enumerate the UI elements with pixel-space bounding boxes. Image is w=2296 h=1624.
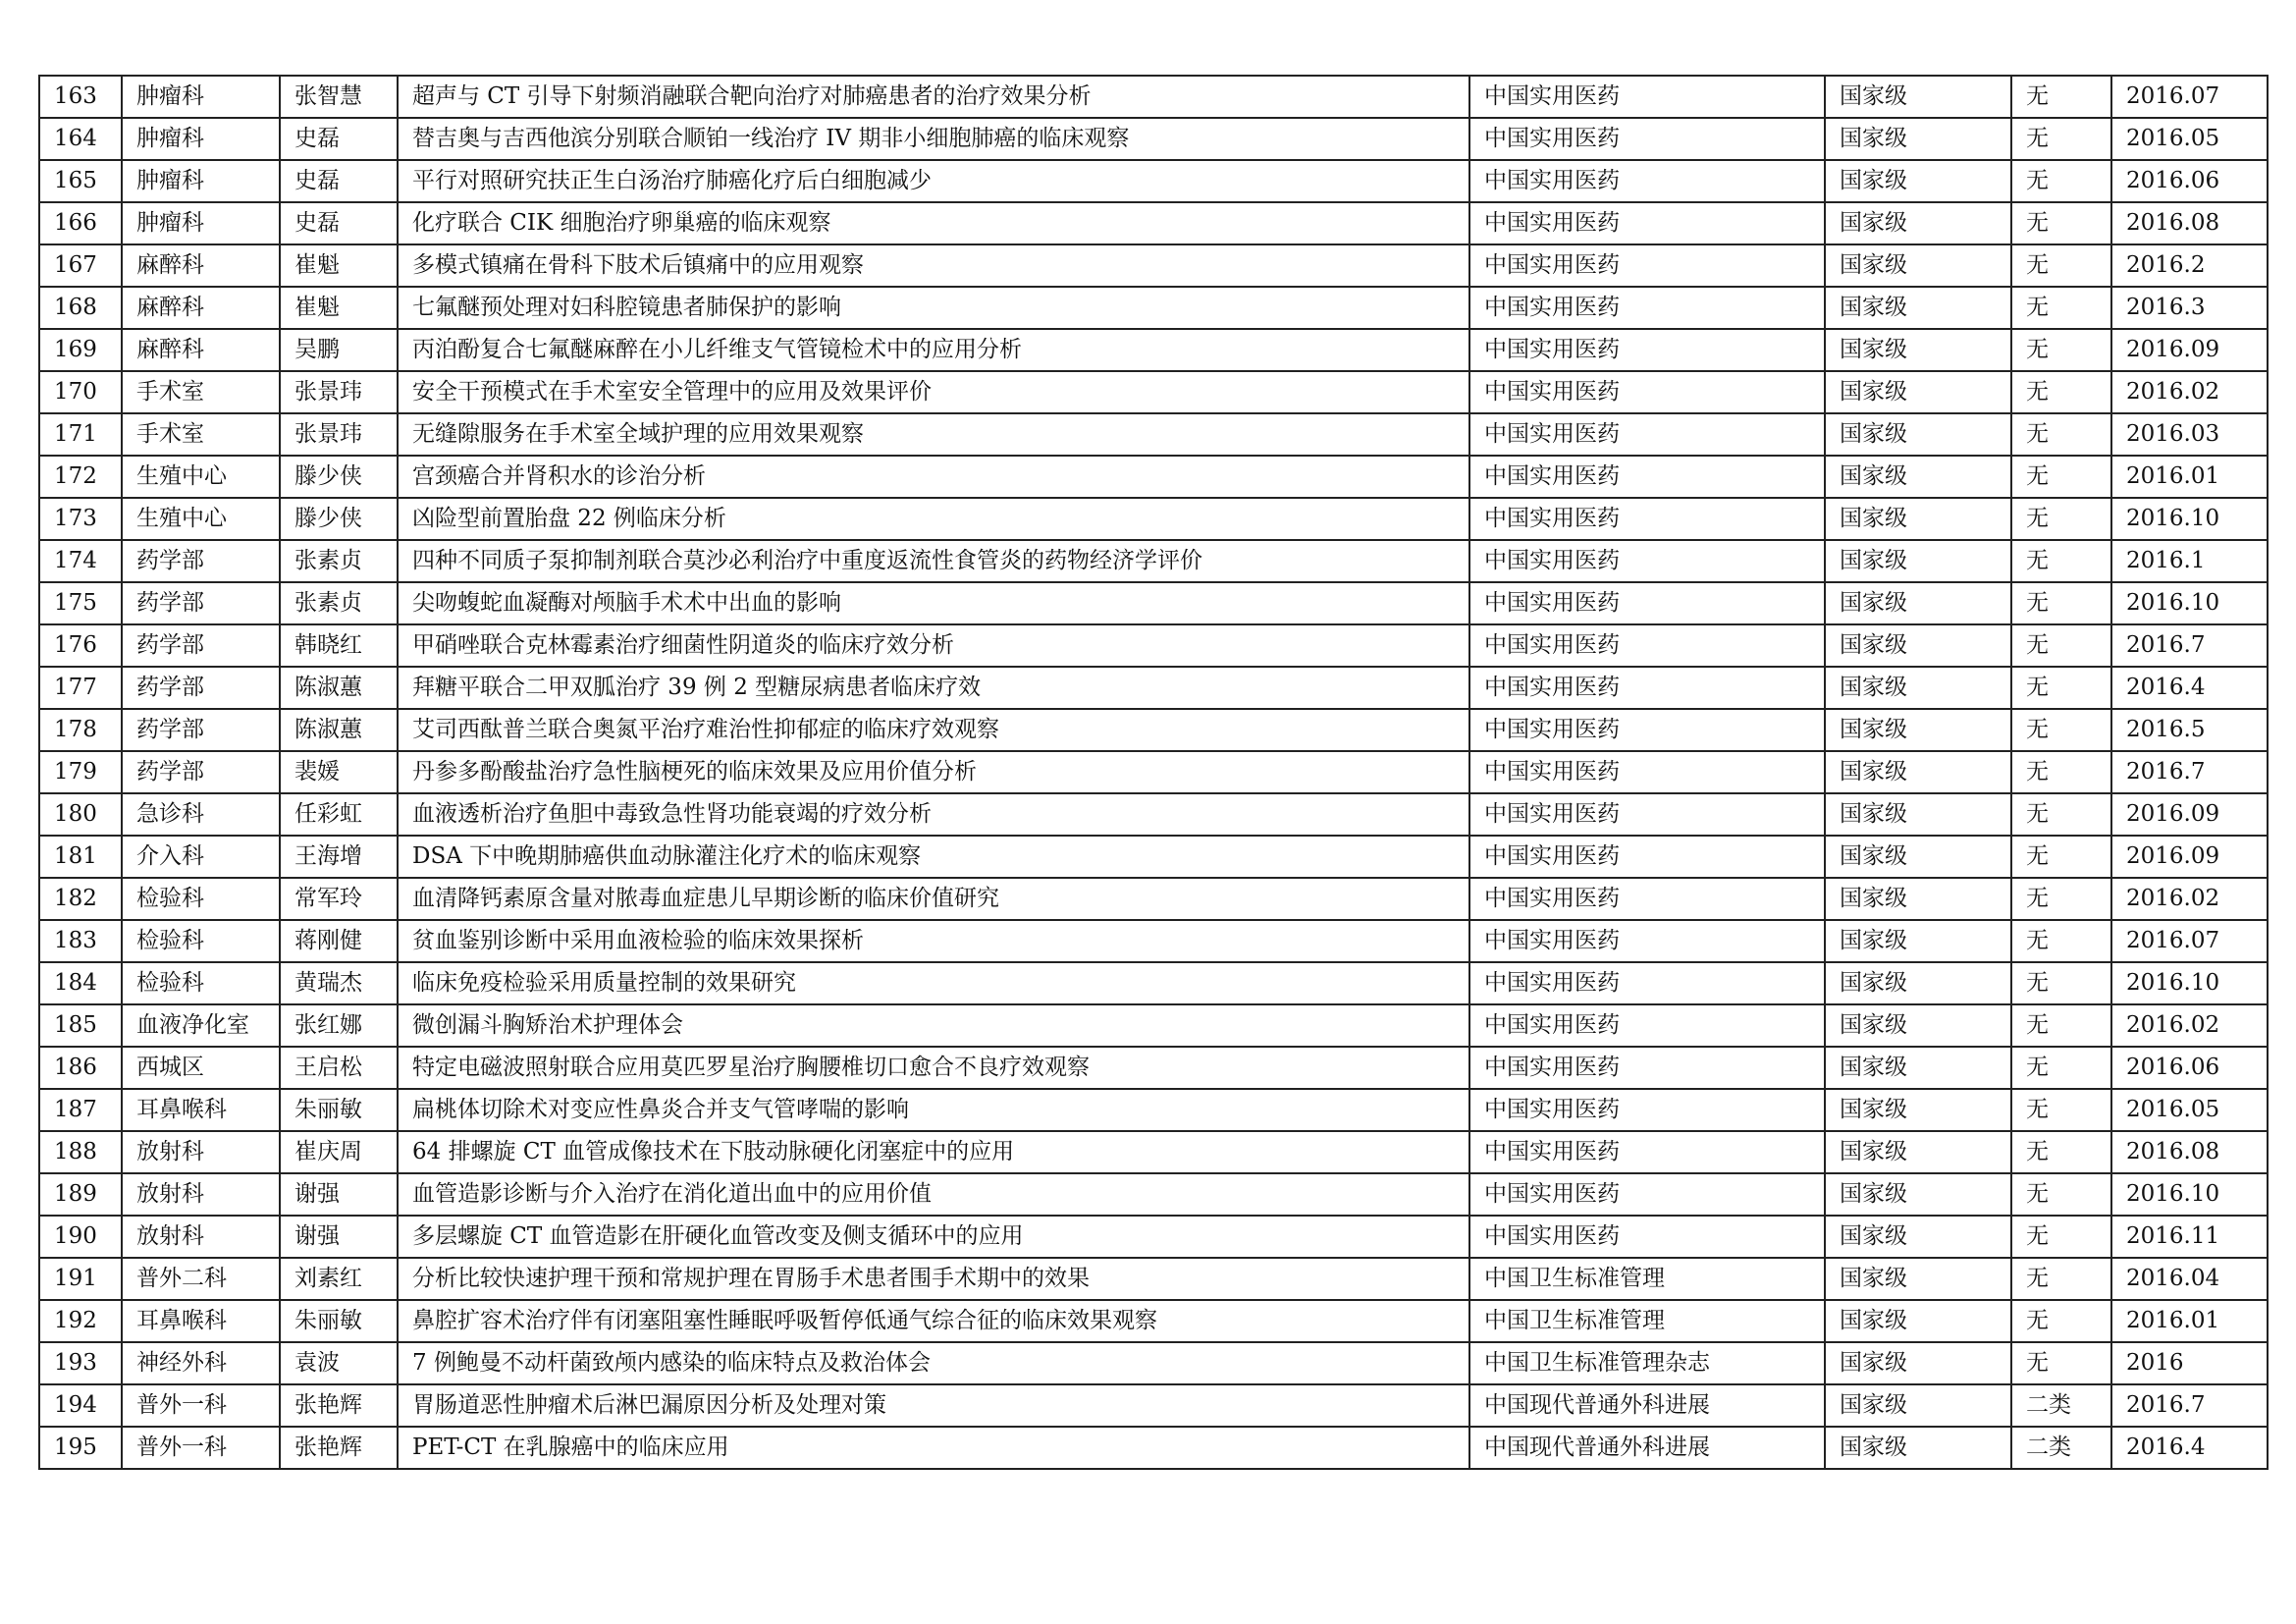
table-row [39, 582, 2268, 624]
journal-cell: 中国实用医药 [1469, 456, 1825, 498]
level-cell: 国家级 [1825, 1047, 2011, 1089]
paper-title-cell: 丙泊酚复合七氟醚麻醉在小儿纤维支气管镜检术中的应用分析 [398, 329, 1469, 371]
row-number-cell: 167 [39, 244, 122, 287]
category-cell: 无 [2011, 202, 2111, 244]
level-cell: 国家级 [1825, 667, 2011, 709]
row-number-cell: 169 [39, 329, 122, 371]
department-cell: 手术室 [122, 371, 280, 413]
category-cell: 无 [2011, 76, 2111, 118]
row-number-cell: 168 [39, 287, 122, 329]
journal-cell: 中国实用医药 [1469, 836, 1825, 878]
paper-title-cell: 七氟醚预处理对妇科腔镜患者肺保护的影响 [398, 287, 1469, 329]
department-cell: 神经外科 [122, 1342, 280, 1384]
row-number-cell: 180 [39, 793, 122, 836]
level-cell: 国家级 [1825, 202, 2011, 244]
row-number-cell: 186 [39, 1047, 122, 1089]
level-cell: 国家级 [1825, 1004, 2011, 1047]
level-cell: 国家级 [1825, 1216, 2011, 1258]
author-cell: 朱丽敏 [280, 1089, 398, 1131]
author-cell: 谢强 [280, 1216, 398, 1258]
level-cell: 国家级 [1825, 76, 2011, 118]
row-number-cell: 192 [39, 1300, 122, 1342]
table-row [39, 1173, 2268, 1216]
level-cell: 国家级 [1825, 1131, 2011, 1173]
category-cell: 无 [2011, 624, 2111, 667]
department-cell: 血液净化室 [122, 1004, 280, 1047]
category-cell: 无 [2011, 709, 2111, 751]
paper-title-cell: PET-CT 在乳腺癌中的临床应用 [398, 1427, 1469, 1469]
department-cell: 肿瘤科 [122, 202, 280, 244]
paper-title-cell: 拜糖平联合二甲双胍治疗 39 例 2 型糖尿病患者临床疗效 [398, 667, 1469, 709]
category-cell: 无 [2011, 160, 2111, 202]
department-cell: 检验科 [122, 878, 280, 920]
journal-cell: 中国实用医药 [1469, 709, 1825, 751]
category-cell: 无 [2011, 456, 2111, 498]
paper-title-cell: 宫颈癌合并肾积水的诊治分析 [398, 456, 1469, 498]
paper-title-cell: 胃肠道恶性肿瘤术后淋巴漏原因分析及处理对策 [398, 1384, 1469, 1427]
row-number-cell: 176 [39, 624, 122, 667]
row-number-cell: 181 [39, 836, 122, 878]
author-cell: 张素贞 [280, 540, 398, 582]
author-cell: 崔魁 [280, 244, 398, 287]
table-row [39, 878, 2268, 920]
table-row [39, 1300, 2268, 1342]
department-cell: 药学部 [122, 624, 280, 667]
table-row [39, 118, 2268, 160]
row-number-cell: 191 [39, 1258, 122, 1300]
author-cell: 刘素红 [280, 1258, 398, 1300]
author-cell: 王启松 [280, 1047, 398, 1089]
paper-title-cell: 化疗联合 CIK 细胞治疗卵巢癌的临床观察 [398, 202, 1469, 244]
paper-title-cell: 超声与 CT 引导下射频消融联合靶向治疗对肺癌患者的治疗效果分析 [398, 76, 1469, 118]
author-cell: 滕少侠 [280, 456, 398, 498]
level-cell: 国家级 [1825, 582, 2011, 624]
department-cell: 耳鼻喉科 [122, 1089, 280, 1131]
department-cell: 检验科 [122, 962, 280, 1004]
journal-cell: 中国现代普通外科进展 [1469, 1384, 1825, 1427]
date-cell: 2016.09 [2111, 329, 2268, 371]
paper-title-cell: 7 例鲍曼不动杆菌致颅内感染的临床特点及救治体会 [398, 1342, 1469, 1384]
department-cell: 手术室 [122, 413, 280, 456]
row-number-cell: 179 [39, 751, 122, 793]
category-cell: 无 [2011, 582, 2111, 624]
row-number-cell: 171 [39, 413, 122, 456]
journal-cell: 中国实用医药 [1469, 76, 1825, 118]
category-cell: 无 [2011, 1173, 2111, 1216]
category-cell: 无 [2011, 793, 2111, 836]
paper-title-cell: 多层螺旋 CT 血管造影在肝硬化血管改变及侧支循环中的应用 [398, 1216, 1469, 1258]
date-cell: 2016.02 [2111, 1004, 2268, 1047]
date-cell: 2016.01 [2111, 456, 2268, 498]
journal-cell: 中国卫生标准管理 [1469, 1258, 1825, 1300]
date-cell: 2016.1 [2111, 540, 2268, 582]
journal-cell: 中国实用医药 [1469, 751, 1825, 793]
row-number-cell: 172 [39, 456, 122, 498]
row-number-cell: 182 [39, 878, 122, 920]
level-cell: 国家级 [1825, 1258, 2011, 1300]
table-row [39, 962, 2268, 1004]
paper-title-cell: 替吉奥与吉西他滨分别联合顺铂一线治疗 IV 期非小细胞肺癌的临床观察 [398, 118, 1469, 160]
department-cell: 肿瘤科 [122, 160, 280, 202]
table-row [39, 160, 2268, 202]
table-row [39, 667, 2268, 709]
row-number-cell: 165 [39, 160, 122, 202]
journal-cell: 中国实用医药 [1469, 540, 1825, 582]
row-number-cell: 194 [39, 1384, 122, 1427]
category-cell: 无 [2011, 1004, 2111, 1047]
row-number-cell: 189 [39, 1173, 122, 1216]
level-cell: 国家级 [1825, 160, 2011, 202]
category-cell: 无 [2011, 1300, 2111, 1342]
author-cell: 崔魁 [280, 287, 398, 329]
date-cell: 2016.5 [2111, 709, 2268, 751]
date-cell: 2016.02 [2111, 878, 2268, 920]
row-number-cell: 178 [39, 709, 122, 751]
department-cell: 放射科 [122, 1173, 280, 1216]
journal-cell: 中国实用医药 [1469, 329, 1825, 371]
journal-cell: 中国卫生标准管理杂志 [1469, 1342, 1825, 1384]
table-row [39, 1131, 2268, 1173]
level-cell: 国家级 [1825, 709, 2011, 751]
author-cell: 史磊 [280, 202, 398, 244]
category-cell: 二类 [2011, 1384, 2111, 1427]
paper-title-cell: 扁桃体切除术对变应性鼻炎合并支气管哮喘的影响 [398, 1089, 1469, 1131]
date-cell: 2016.06 [2111, 160, 2268, 202]
paper-title-cell: 鼻腔扩容术治疗伴有闭塞阻塞性睡眠呼吸暂停低通气综合征的临床效果观察 [398, 1300, 1469, 1342]
paper-title-cell: 无缝隙服务在手术室全域护理的应用效果观察 [398, 413, 1469, 456]
date-cell: 2016.10 [2111, 962, 2268, 1004]
department-cell: 肿瘤科 [122, 76, 280, 118]
level-cell: 国家级 [1825, 329, 2011, 371]
author-cell: 陈淑蕙 [280, 667, 398, 709]
author-cell: 朱丽敏 [280, 1300, 398, 1342]
journal-cell: 中国实用医药 [1469, 962, 1825, 1004]
paper-title-cell: 分析比较快速护理干预和常规护理在胃肠手术患者围手术期中的效果 [398, 1258, 1469, 1300]
category-cell: 无 [2011, 667, 2111, 709]
journal-cell: 中国实用医药 [1469, 202, 1825, 244]
category-cell: 无 [2011, 878, 2111, 920]
level-cell: 国家级 [1825, 1384, 2011, 1427]
paper-title-cell: 平行对照研究扶正生白汤治疗肺癌化疗后白细胞减少 [398, 160, 1469, 202]
category-cell: 无 [2011, 1131, 2111, 1173]
row-number-cell: 188 [39, 1131, 122, 1173]
level-cell: 国家级 [1825, 878, 2011, 920]
date-cell: 2016.02 [2111, 371, 2268, 413]
category-cell: 无 [2011, 244, 2111, 287]
journal-cell: 中国实用医药 [1469, 624, 1825, 667]
table-row [39, 751, 2268, 793]
author-cell: 张智慧 [280, 76, 398, 118]
level-cell: 国家级 [1825, 244, 2011, 287]
author-cell: 滕少侠 [280, 498, 398, 540]
department-cell: 生殖中心 [122, 456, 280, 498]
department-cell: 放射科 [122, 1131, 280, 1173]
paper-title-cell: 血管造影诊断与介入治疗在消化道出血中的应用价值 [398, 1173, 1469, 1216]
row-number-cell: 183 [39, 920, 122, 962]
table-row [39, 1427, 2268, 1469]
author-cell: 蒋刚健 [280, 920, 398, 962]
department-cell: 普外一科 [122, 1427, 280, 1469]
journal-cell: 中国实用医药 [1469, 1089, 1825, 1131]
table-row [39, 371, 2268, 413]
category-cell: 无 [2011, 1047, 2111, 1089]
category-cell: 无 [2011, 962, 2111, 1004]
table-row [39, 836, 2268, 878]
date-cell: 2016.10 [2111, 1173, 2268, 1216]
row-number-cell: 177 [39, 667, 122, 709]
author-cell: 常军玲 [280, 878, 398, 920]
paper-title-cell: 微创漏斗胸矫治术护理体会 [398, 1004, 1469, 1047]
row-number-cell: 163 [39, 76, 122, 118]
paper-title-cell: 特定电磁波照射联合应用莫匹罗星治疗胸腰椎切口愈合不良疗效观察 [398, 1047, 1469, 1089]
date-cell: 2016.10 [2111, 582, 2268, 624]
author-cell: 裴媛 [280, 751, 398, 793]
paper-title-cell: 尖吻蝮蛇血凝酶对颅脑手术术中出血的影响 [398, 582, 1469, 624]
paper-title-cell: 多模式镇痛在骨科下肢术后镇痛中的应用观察 [398, 244, 1469, 287]
table-row [39, 540, 2268, 582]
journal-cell: 中国实用医药 [1469, 498, 1825, 540]
level-cell: 国家级 [1825, 540, 2011, 582]
date-cell: 2016.10 [2111, 498, 2268, 540]
table-row [39, 498, 2268, 540]
table-row [39, 413, 2268, 456]
paper-title-cell: 血液透析治疗鱼胆中毒致急性肾功能衰竭的疗效分析 [398, 793, 1469, 836]
row-number-cell: 184 [39, 962, 122, 1004]
category-cell: 无 [2011, 1216, 2111, 1258]
table-row [39, 1258, 2268, 1300]
category-cell: 无 [2011, 1089, 2111, 1131]
row-number-cell: 174 [39, 540, 122, 582]
papers-table-body [39, 76, 2268, 1469]
department-cell: 麻醉科 [122, 329, 280, 371]
row-number-cell: 195 [39, 1427, 122, 1469]
author-cell: 黄瑞杰 [280, 962, 398, 1004]
author-cell: 陈淑蕙 [280, 709, 398, 751]
journal-cell: 中国现代普通外科进展 [1469, 1427, 1825, 1469]
journal-cell: 中国实用医药 [1469, 667, 1825, 709]
journal-cell: 中国实用医药 [1469, 1216, 1825, 1258]
paper-title-cell: 艾司西酞普兰联合奥氮平治疗难治性抑郁症的临床疗效观察 [398, 709, 1469, 751]
date-cell: 2016.03 [2111, 413, 2268, 456]
journal-cell: 中国实用医药 [1469, 878, 1825, 920]
paper-title-cell: 凶险型前置胎盘 22 例临床分析 [398, 498, 1469, 540]
journal-cell: 中国实用医药 [1469, 1004, 1825, 1047]
author-cell: 王海增 [280, 836, 398, 878]
department-cell: 普外二科 [122, 1258, 280, 1300]
level-cell: 国家级 [1825, 624, 2011, 667]
level-cell: 国家级 [1825, 1342, 2011, 1384]
date-cell: 2016.09 [2111, 836, 2268, 878]
date-cell: 2016.01 [2111, 1300, 2268, 1342]
department-cell: 生殖中心 [122, 498, 280, 540]
row-number-cell: 166 [39, 202, 122, 244]
department-cell: 药学部 [122, 540, 280, 582]
table-row [39, 709, 2268, 751]
level-cell: 国家级 [1825, 413, 2011, 456]
department-cell: 麻醉科 [122, 244, 280, 287]
department-cell: 检验科 [122, 920, 280, 962]
table-row [39, 456, 2268, 498]
category-cell: 无 [2011, 1342, 2111, 1384]
level-cell: 国家级 [1825, 118, 2011, 160]
table-row [39, 1089, 2268, 1131]
level-cell: 国家级 [1825, 287, 2011, 329]
row-number-cell: 190 [39, 1216, 122, 1258]
date-cell: 2016.11 [2111, 1216, 2268, 1258]
department-cell: 西城区 [122, 1047, 280, 1089]
row-number-cell: 164 [39, 118, 122, 160]
journal-cell: 中国实用医药 [1469, 1131, 1825, 1173]
category-cell: 二类 [2011, 1427, 2111, 1469]
table-row [39, 920, 2268, 962]
journal-cell: 中国实用医药 [1469, 1047, 1825, 1089]
department-cell: 肿瘤科 [122, 118, 280, 160]
department-cell: 麻醉科 [122, 287, 280, 329]
department-cell: 普外一科 [122, 1384, 280, 1427]
journal-cell: 中国实用医药 [1469, 118, 1825, 160]
level-cell: 国家级 [1825, 1300, 2011, 1342]
paper-title-cell: 临床免疫检验采用质量控制的效果研究 [398, 962, 1469, 1004]
journal-cell: 中国实用医药 [1469, 1173, 1825, 1216]
department-cell: 药学部 [122, 582, 280, 624]
date-cell: 2016.05 [2111, 118, 2268, 160]
table-row [39, 1004, 2268, 1047]
row-number-cell: 175 [39, 582, 122, 624]
author-cell: 袁波 [280, 1342, 398, 1384]
author-cell: 张素贞 [280, 582, 398, 624]
level-cell: 国家级 [1825, 793, 2011, 836]
level-cell: 国家级 [1825, 371, 2011, 413]
category-cell: 无 [2011, 751, 2111, 793]
category-cell: 无 [2011, 118, 2111, 160]
paper-title-cell: DSA 下中晚期肺癌供血动脉灌注化疗术的临床观察 [398, 836, 1469, 878]
journal-cell: 中国实用医药 [1469, 413, 1825, 456]
level-cell: 国家级 [1825, 1173, 2011, 1216]
journal-cell: 中国卫生标准管理 [1469, 1300, 1825, 1342]
paper-title-cell: 贫血鉴别诊断中采用血液检验的临床效果探析 [398, 920, 1469, 962]
date-cell: 2016.08 [2111, 202, 2268, 244]
level-cell: 国家级 [1825, 962, 2011, 1004]
author-cell: 张景玮 [280, 413, 398, 456]
date-cell: 2016.7 [2111, 624, 2268, 667]
date-cell: 2016.04 [2111, 1258, 2268, 1300]
paper-title-cell: 64 排螺旋 CT 血管成像技术在下肢动脉硬化闭塞症中的应用 [398, 1131, 1469, 1173]
paper-title-cell: 四种不同质子泵抑制剂联合莫沙必利治疗中重度返流性食管炎的药物经济学评价 [398, 540, 1469, 582]
category-cell: 无 [2011, 287, 2111, 329]
journal-cell: 中国实用医药 [1469, 244, 1825, 287]
table-row [39, 1047, 2268, 1089]
paper-title-cell: 甲硝唑联合克林霉素治疗细菌性阴道炎的临床疗效分析 [398, 624, 1469, 667]
category-cell: 无 [2011, 836, 2111, 878]
category-cell: 无 [2011, 920, 2111, 962]
department-cell: 介入科 [122, 836, 280, 878]
date-cell: 2016.06 [2111, 1047, 2268, 1089]
level-cell: 国家级 [1825, 751, 2011, 793]
table-row [39, 793, 2268, 836]
date-cell: 2016.05 [2111, 1089, 2268, 1131]
level-cell: 国家级 [1825, 1427, 2011, 1469]
paper-title-cell: 血清降钙素原含量对脓毒血症患儿早期诊断的临床价值研究 [398, 878, 1469, 920]
row-number-cell: 170 [39, 371, 122, 413]
journal-cell: 中国实用医药 [1469, 371, 1825, 413]
level-cell: 国家级 [1825, 836, 2011, 878]
table-row [39, 287, 2268, 329]
date-cell: 2016.7 [2111, 1384, 2268, 1427]
papers-table [38, 75, 2269, 1470]
date-cell: 2016.07 [2111, 920, 2268, 962]
journal-cell: 中国实用医药 [1469, 920, 1825, 962]
author-cell: 史磊 [280, 160, 398, 202]
date-cell: 2016 [2111, 1342, 2268, 1384]
table-row [39, 244, 2268, 287]
author-cell: 张红娜 [280, 1004, 398, 1047]
row-number-cell: 173 [39, 498, 122, 540]
paper-title-cell: 安全干预模式在手术室安全管理中的应用及效果评价 [398, 371, 1469, 413]
category-cell: 无 [2011, 413, 2111, 456]
date-cell: 2016.7 [2111, 751, 2268, 793]
journal-cell: 中国实用医药 [1469, 160, 1825, 202]
department-cell: 急诊科 [122, 793, 280, 836]
table-row [39, 1216, 2268, 1258]
date-cell: 2016.4 [2111, 667, 2268, 709]
author-cell: 史磊 [280, 118, 398, 160]
department-cell: 药学部 [122, 667, 280, 709]
author-cell: 张景玮 [280, 371, 398, 413]
journal-cell: 中国实用医药 [1469, 793, 1825, 836]
table-row [39, 329, 2268, 371]
category-cell: 无 [2011, 329, 2111, 371]
paper-title-cell: 丹参多酚酸盐治疗急性脑梗死的临床效果及应用价值分析 [398, 751, 1469, 793]
table-row [39, 624, 2268, 667]
journal-cell: 中国实用医药 [1469, 582, 1825, 624]
level-cell: 国家级 [1825, 498, 2011, 540]
date-cell: 2016.09 [2111, 793, 2268, 836]
author-cell: 韩晓红 [280, 624, 398, 667]
department-cell: 药学部 [122, 751, 280, 793]
date-cell: 2016.07 [2111, 76, 2268, 118]
category-cell: 无 [2011, 371, 2111, 413]
row-number-cell: 185 [39, 1004, 122, 1047]
date-cell: 2016.4 [2111, 1427, 2268, 1469]
author-cell: 崔庆周 [280, 1131, 398, 1173]
author-cell: 张艳辉 [280, 1427, 398, 1469]
table-row [39, 1384, 2268, 1427]
category-cell: 无 [2011, 498, 2111, 540]
row-number-cell: 193 [39, 1342, 122, 1384]
journal-cell: 中国实用医药 [1469, 287, 1825, 329]
author-cell: 谢强 [280, 1173, 398, 1216]
author-cell: 吴鹏 [280, 329, 398, 371]
author-cell: 张艳辉 [280, 1384, 398, 1427]
level-cell: 国家级 [1825, 1089, 2011, 1131]
level-cell: 国家级 [1825, 456, 2011, 498]
row-number-cell: 187 [39, 1089, 122, 1131]
level-cell: 国家级 [1825, 920, 2011, 962]
category-cell: 无 [2011, 1258, 2111, 1300]
table-row [39, 76, 2268, 118]
category-cell: 无 [2011, 540, 2111, 582]
table-row [39, 1342, 2268, 1384]
date-cell: 2016.3 [2111, 287, 2268, 329]
table-row [39, 202, 2268, 244]
date-cell: 2016.2 [2111, 244, 2268, 287]
author-cell: 任彩虹 [280, 793, 398, 836]
date-cell: 2016.08 [2111, 1131, 2268, 1173]
department-cell: 放射科 [122, 1216, 280, 1258]
department-cell: 耳鼻喉科 [122, 1300, 280, 1342]
department-cell: 药学部 [122, 709, 280, 751]
